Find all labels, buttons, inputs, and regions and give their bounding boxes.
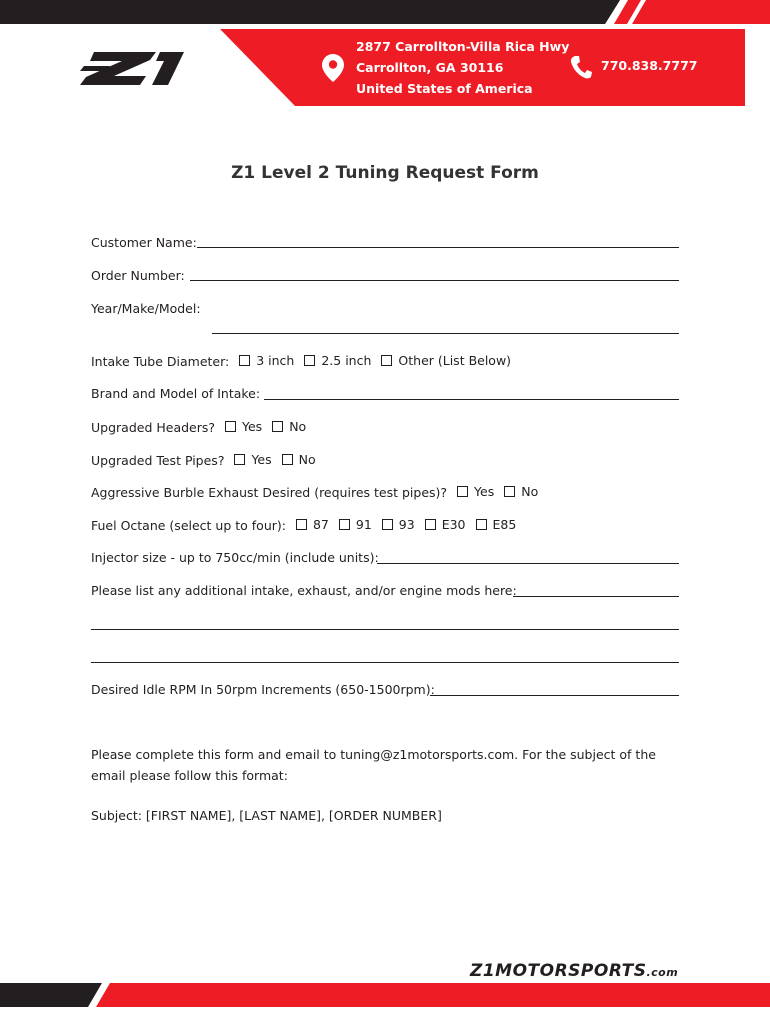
fuel-91[interactable]: 91 [339,517,372,532]
phone-icon [570,55,592,79]
checkbox[interactable] [381,355,392,366]
test-pipes-yes[interactable]: Yes [234,452,271,467]
address-line-2: Carrollton, GA 30116 [356,60,504,75]
checkbox[interactable] [382,519,393,530]
footer-brand-main: Z1MOTORSPORTS [470,961,647,981]
intake-option-2-5in[interactable]: 2.5 inch [304,353,371,368]
mods-row [91,583,517,598]
bottom-bar [0,983,770,1024]
burble-yes[interactable]: Yes [457,484,494,499]
address-block [356,36,569,99]
headers-row [91,419,306,435]
customer-name-row [91,235,197,250]
order-number-label: Order Number: [91,268,185,283]
instructions: Please complete this form and email to tuning@z1motorsports.com. For the subject of the email please follow this format: [91,747,656,783]
checkbox[interactable] [225,421,236,432]
idle-field[interactable] [430,695,679,696]
headers-label: Upgraded Headers? [91,420,216,435]
ymm-field[interactable] [212,333,679,334]
ymm-row [91,301,201,316]
idle-label: Desired Idle RPM In 50rpm Increments (650-1500rpm): [91,682,435,697]
checkbox[interactable] [476,519,487,530]
fuel-e85[interactable]: E85 [476,517,517,532]
fuel-label: Fuel Octane (select up to four): [91,518,286,533]
order-number-field[interactable] [190,280,679,281]
burble-no[interactable]: No [504,484,538,499]
checkbox[interactable] [304,355,315,366]
checkbox[interactable] [425,519,436,530]
burble-label: Aggressive Burble Exhaust Desired (requires test pipes)? [91,485,448,500]
checkbox[interactable] [239,355,250,366]
idle-row [91,682,435,697]
headers-yes[interactable]: Yes [225,419,262,434]
checkbox[interactable] [339,519,350,530]
checkbox[interactable] [504,486,515,497]
test-pipes-row [91,452,316,468]
injector-row [91,550,379,565]
mods-field-3[interactable] [91,662,679,663]
intake-option-3in[interactable]: 3 inch [239,353,294,368]
phone-number[interactable]: 770.838.7777 [601,58,698,73]
mods-label: Please list any additional intake, exhaust, and/or engine mods here: [91,583,517,598]
location-pin-icon [322,54,344,82]
brand-label: Brand and Model of Intake: [91,386,261,401]
checkbox[interactable] [234,454,245,465]
checkbox[interactable] [457,486,468,497]
order-number-row [91,268,185,283]
subject-format: Subject: [FIRST NAME], [LAST NAME], [ORDER NUMBER] [91,808,442,823]
address-line-3: United States of America [356,81,533,96]
footer-brand-suffix: .com [646,966,679,979]
intake-option-other[interactable]: Other (List Below) [381,353,511,368]
footer-brand[interactable] [470,961,678,981]
form-title: Z1 Level 2 Tuning Request Form [231,163,539,183]
mods-field-2[interactable] [91,629,679,630]
intake-label: Intake Tube Diameter: [91,354,230,369]
checkbox[interactable] [282,454,293,465]
burble-row [91,484,538,500]
test-pipes-no[interactable]: No [282,452,316,467]
headers-no[interactable]: No [272,419,306,434]
fuel-row [91,517,516,533]
customer-name-field[interactable] [197,247,679,248]
intake-row [91,353,511,369]
ymm-label: Year/Make/Model: [91,301,201,316]
checkbox[interactable] [272,421,283,432]
z1-logo [80,52,184,86]
fuel-e30[interactable]: E30 [425,517,466,532]
fuel-93[interactable]: 93 [382,517,415,532]
customer-name-label: Customer Name: [91,235,197,250]
fuel-87[interactable]: 87 [296,517,329,532]
injector-label: Injector size - up to 750cc/min (include units): [91,550,379,565]
mods-field-1[interactable] [513,596,679,597]
test-pipes-label: Upgraded Test Pipes? [91,453,225,468]
injector-field[interactable] [377,563,679,564]
address-line-1: 2877 Carrollton-Villa Rica Hwy [356,39,570,54]
checkbox[interactable] [296,519,307,530]
brand-field[interactable] [264,399,679,400]
brand-row [91,386,260,401]
